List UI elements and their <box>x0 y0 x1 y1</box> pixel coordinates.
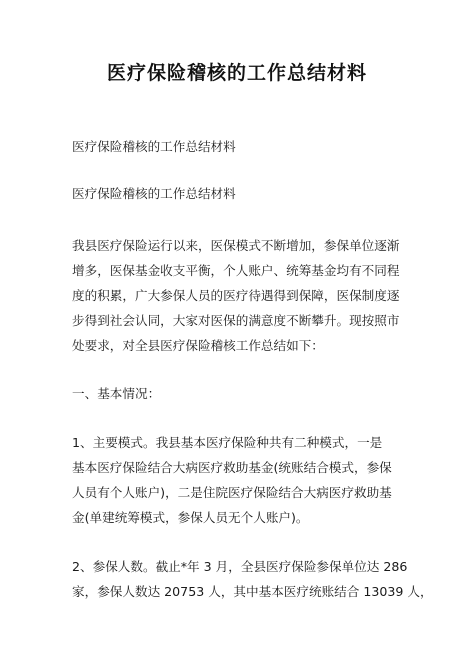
paragraph-line: 人员有个人账户)，二是住院医疗保险结合大病医疗救助基 <box>72 485 392 500</box>
paragraph-line: 金(单建统筹模式，参保人员无个人账户)。 <box>72 510 309 525</box>
paragraph-line: 2、参保人数。截止*年 3 月，全县医疗保险参保单位达 286 <box>72 559 408 574</box>
paragraph-line: 度的积累，广大参保人员的医疗待遇得到保障，医保制度逐 <box>72 288 400 303</box>
subtitle-line: 医疗保险稽核的工作总结材料 <box>72 139 236 154</box>
paragraph-line: 增多，医保基金收支平衡，个人账户、统筹基金均有不同程 <box>72 263 400 278</box>
section-heading: 一、基本情况： <box>72 386 161 401</box>
paragraph-line: 处要求，对全县医疗保险稽核工作总结如下： <box>72 338 324 353</box>
paragraph-line: 步得到社会认同，大家对医保的满意度不断攀升。现按照市 <box>72 313 400 328</box>
document-title: 医疗保险稽核的工作总结材料 <box>106 62 367 84</box>
subtitle-line: 医疗保险稽核的工作总结材料 <box>72 186 236 201</box>
paragraph-line: 基本医疗保险结合大病医疗救助基金(统账结合模式，参保 <box>72 460 392 475</box>
paragraph-line: 1、主要模式。我县基本医疗保险种共有二种模式，一是 <box>72 435 383 450</box>
paragraph-line: 家，参保人数达 20753 人，其中基本医疗统账结合 13039 人， <box>72 584 433 599</box>
paragraph-line: 我县医疗保险运行以来，医保模式不断增加，参保单位逐渐 <box>72 238 400 253</box>
